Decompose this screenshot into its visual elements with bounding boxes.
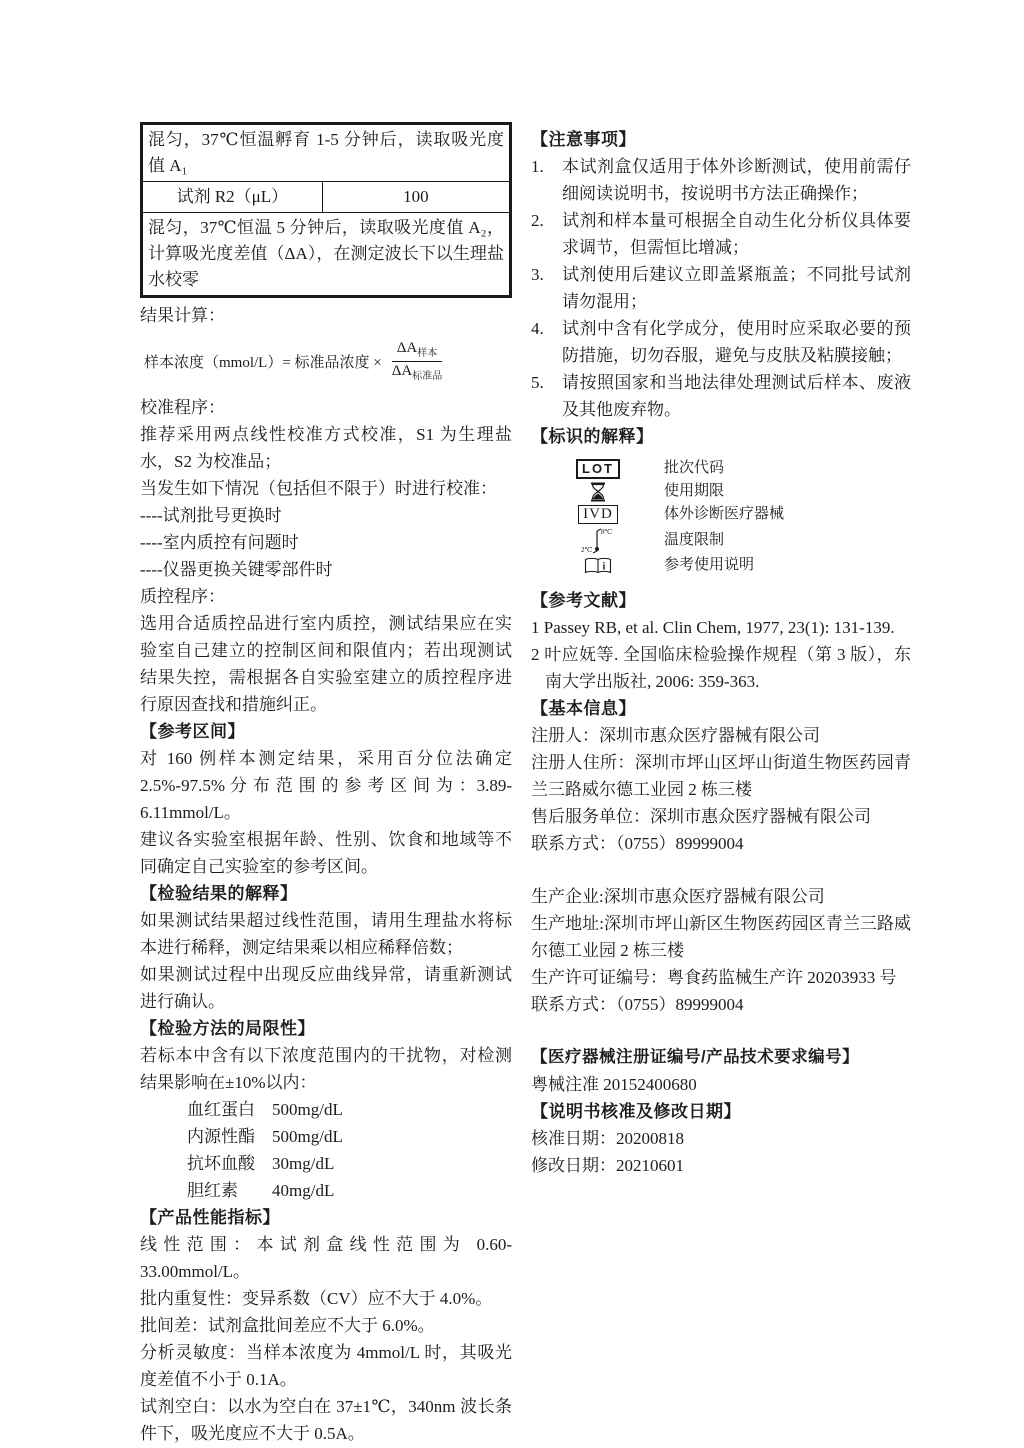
formula-numerator: $\Delta A_{样本}$ — [392, 340, 442, 362]
lot-icon: LOT — [567, 459, 629, 479]
symbol-meaning: 体外诊断医疗器械 — [664, 506, 785, 522]
paragraph: 建议各实验室根据年龄、性别、饮食和地域等不同确定自己实验室的参考区间。 — [140, 830, 512, 876]
svg-text:2℃: 2℃ — [581, 546, 593, 554]
interferent-row — [140, 1096, 512, 1123]
table-row — [142, 213, 511, 297]
section-title-performance: 【产品性能指标】 — [140, 1208, 280, 1227]
paragraph: 若标本中含有以下浓度范围内的干扰物，对检测结果影响在±10%以内： — [140, 1046, 512, 1092]
item-number: 2. — [531, 211, 544, 230]
after-sales-unit: 售后服务单位：深圳市惠众医疗器械有限公司 — [531, 807, 871, 826]
item-number: 3. — [531, 265, 544, 284]
symbol-row-consult-instructions — [531, 554, 911, 577]
production-license-number: 生产许可证编号：粤食药监械生产许 20203933 号 — [531, 968, 897, 987]
contact-phone: 联系方式：（0755）89999004 — [531, 834, 744, 853]
interferent-value: 30mg/dL — [272, 1154, 335, 1173]
section-title-method-limitations: 【检验方法的局限性】 — [140, 1019, 315, 1038]
section-title-basic-info: 【基本信息】 — [531, 699, 636, 718]
registrant-name: 注册人：深圳市惠众医疗器械有限公司 — [531, 726, 820, 745]
procedure-step-1: 混匀，37℃恒温孵育 1-5 分钟后，读取吸光度值 A₁ — [142, 124, 511, 182]
interferent-row — [140, 1150, 512, 1177]
formula-fraction — [387, 340, 447, 382]
temperature-limit-icon — [567, 526, 629, 554]
procedure-step-2: 混匀，37℃恒温 5 分钟后，读取吸光度值 A₂，计算吸光度差值（ΔA），在测定波长下以生理盐水校零 — [142, 213, 511, 297]
revision-date: 修改日期：20210601 — [531, 1156, 684, 1175]
section-title-registration-number: 【医疗器械注册证编号/产品技术要求编号】 — [531, 1048, 860, 1066]
reference-item: 2 叶应妩等. 全国临床检验操作规程（第 3 版），东南大学出版社, 2006: 359-363. — [531, 645, 911, 691]
interferent-row — [140, 1123, 512, 1150]
paragraph: ----室内质控有问题时 — [140, 533, 299, 552]
svg-text:i: i — [602, 561, 606, 572]
paragraph: 线性范围：本试剂盒线性范围为 0.60-33.00mmol/L。 — [140, 1235, 512, 1281]
reagent-r2-label: 试剂 R2（μL） — [142, 182, 323, 213]
interferent-value: 40mg/dL — [272, 1181, 335, 1200]
interferent-name: 内源性酯 — [187, 1127, 255, 1146]
precaution-item — [531, 153, 911, 207]
manufacturer-name: 生产企业:深圳市惠众医疗器械有限公司 — [531, 887, 825, 906]
section-title-approval-dates: 【说明书核准及修改日期】 — [531, 1102, 741, 1121]
symbol-row-temperature — [531, 526, 911, 554]
precaution-item — [531, 261, 911, 315]
item-text: 本试剂盒仅适用于体外诊断测试，使用前需仔细阅读说明书，按说明书方法正确操作； — [562, 157, 911, 203]
paragraph: ----试剂批号更换时 — [140, 506, 282, 525]
manufacturer-address: 生产地址:深圳市坪山新区生物医药园区青兰三路威尔德工业园 2 栋三楼 — [531, 914, 911, 960]
paragraph: ----仪器更换关键零部件时 — [140, 560, 333, 579]
paragraph: 当发生如下情况（包括但不限于）时进行校准： — [140, 479, 497, 498]
item-text: 试剂和样本量可根据全自动生化分析仪具体要求调节，但需恒比增减； — [562, 211, 911, 257]
section-title-result-interpretation: 【检验结果的解释】 — [140, 884, 298, 903]
registration-number: 粤械注准 20152400680 — [531, 1075, 697, 1094]
symbol-meaning: 温度限制 — [664, 531, 725, 548]
symbol-meaning: 参考使用说明 — [664, 557, 755, 573]
item-number: 1. — [531, 157, 544, 176]
right-column — [531, 126, 911, 1179]
paragraph: 如果测试过程中出现反应曲线异常，请重新测试进行确认。 — [140, 965, 512, 1011]
reference-item: 1 Passey RB, et al. Clin Chem, 1977, 23(1): 131-139. — [531, 618, 895, 637]
hourglass-icon — [567, 482, 629, 502]
reagent-r2-volume: 100 — [322, 182, 510, 213]
interferent-name: 胆红素 — [187, 1181, 238, 1200]
interferent-name: 抗坏血酸 — [187, 1154, 255, 1173]
precaution-item — [531, 369, 911, 423]
precaution-item — [531, 207, 911, 261]
left-column — [140, 122, 512, 1447]
table-row — [142, 182, 511, 213]
precaution-item — [531, 315, 911, 369]
formula-denominator: $\Delta A_{标准品}$ — [391, 362, 443, 382]
section-title-symbols: 【标识的解释】 — [531, 427, 654, 446]
result-calc-label: 结果计算： — [140, 306, 225, 325]
interferent-value: 500mg/dL — [272, 1100, 343, 1119]
paragraph: 选用合适质控品进行室内质控，测试结果应在实验室自己建立的控制区间和限值内；若出现测试结果失控，需根据各自实验室建立的质控程序进行原因查找和措施纠正。 — [140, 614, 512, 714]
item-text: 试剂使用后建议立即盖紧瓶盖；不同批号试剂请勿混用； — [562, 265, 911, 311]
paragraph: 对 160 例样本测定结果，采用百分位法确定 2.5%-97.5% 分 布 范 围 的 参 考 区 间 为 ：3.89-6.11mmol/L。 — [140, 749, 512, 822]
section-title-precautions: 【注意事项】 — [531, 130, 636, 149]
calibration-title: 校准程序： — [140, 398, 225, 417]
paragraph: 如果测试结果超过线性范围，请用生理盐水将标本进行稀释，测定结果乘以相应稀释倍数； — [140, 911, 512, 957]
interferent-name: 血红蛋白 — [187, 1100, 255, 1119]
ivd-icon: IVD — [567, 505, 629, 524]
svg-text:8℃: 8℃ — [601, 528, 613, 536]
consult-instructions-icon — [567, 557, 629, 575]
interferent-row — [140, 1177, 512, 1204]
symbol-meaning: 批次代码 — [664, 460, 725, 476]
item-number: 4. — [531, 319, 544, 338]
item-number: 5. — [531, 373, 544, 392]
procedure-table — [140, 122, 512, 298]
section-title-references: 【参考文献】 — [531, 591, 636, 610]
section-title-reference-interval: 【参考区间】 — [140, 722, 245, 741]
symbol-meaning: 使用期限 — [664, 483, 725, 499]
table-row — [142, 124, 511, 182]
symbol-row-lot — [531, 457, 911, 480]
contact-phone: 联系方式：（0755）89999004 — [531, 995, 744, 1014]
registrant-address: 注册人住所：深圳市坪山区坪山街道生物医药园青兰三路威尔德工业园 2 栋三楼 — [531, 753, 911, 799]
paragraph: 批间差：试剂盒批间差应不大于 6.0%。 — [140, 1316, 435, 1335]
symbol-row-expiry — [531, 480, 911, 503]
interferent-value: 500mg/dL — [272, 1127, 343, 1146]
item-text: 请按照国家和当地法律处理测试后样本、废液及其他废弃物。 — [562, 373, 911, 419]
qc-title: 质控程序： — [140, 587, 225, 606]
paragraph: 推荐采用两点线性校准方式校准，S1 为生理盐水，S2 为校准品； — [140, 425, 512, 471]
approval-date: 核准日期：20200818 — [531, 1129, 684, 1148]
symbol-list — [531, 457, 911, 577]
symbol-row-ivd — [531, 503, 911, 526]
paragraph: 批内重复性：变异系数（CV）应不大于 4.0%。 — [140, 1289, 493, 1308]
concentration-formula — [144, 336, 512, 386]
paragraph: 试剂空白：以水为空白在 37±1℃，340nm 波长条件下，吸光度应不大于 0.5A。 — [140, 1397, 512, 1443]
item-text: 试剂中含有化学成分，使用时应采取必要的预防措施，切勿吞服，避免与皮肤及粘膜接触； — [562, 319, 911, 365]
paragraph: 分析灵敏度：当样本浓度为 4mmol/L 时，其吸光度差值不小于 0.1A。 — [140, 1343, 512, 1389]
formula-lhs: 样本浓度（mmol/L）= 标准品浓度 × — [144, 354, 382, 371]
